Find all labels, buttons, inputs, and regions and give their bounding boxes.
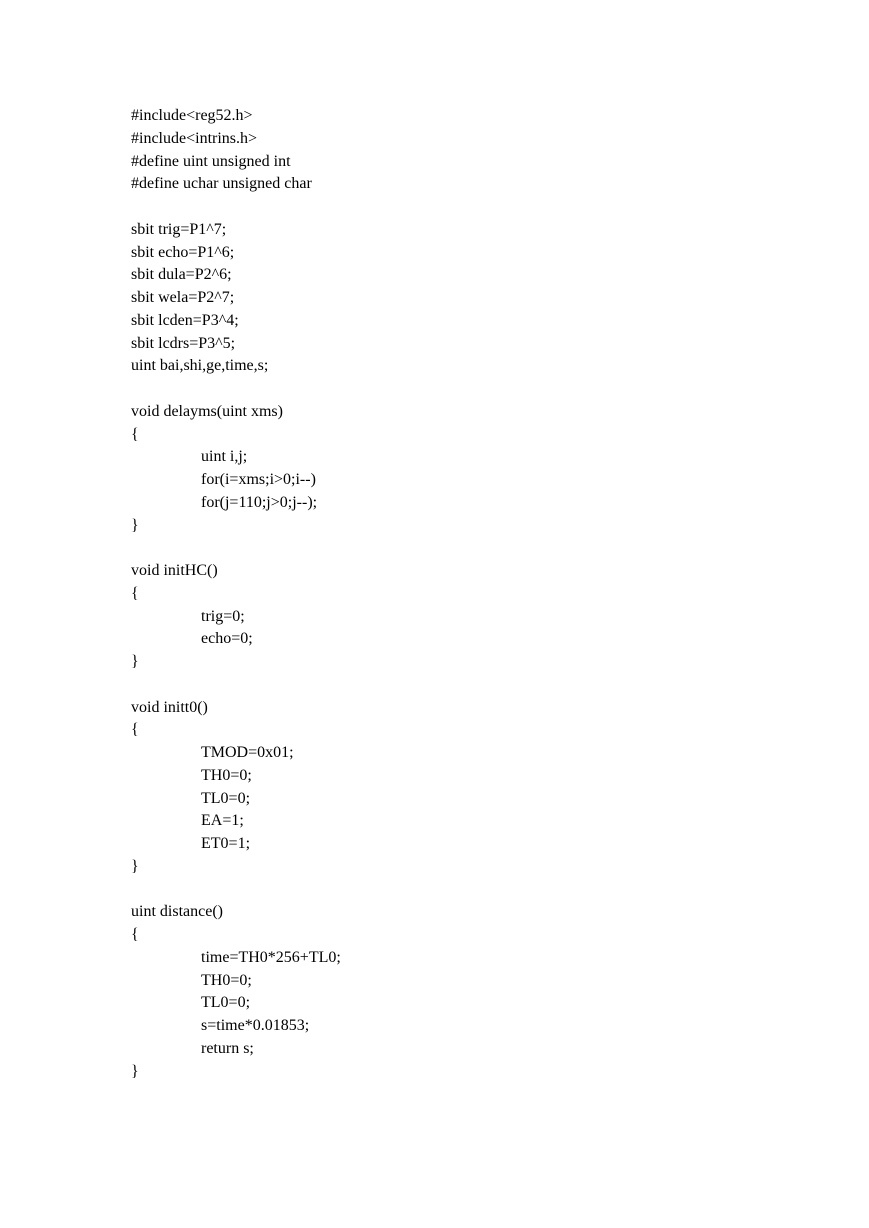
code-line: { <box>131 926 139 943</box>
code-line: for(j=110;j>0;j--); <box>201 493 318 511</box>
code-line: TMOD=0x01; <box>201 744 294 761</box>
blank-line <box>131 674 831 697</box>
code-line: sbit wela=P2^7; <box>131 289 235 306</box>
code-listing <box>131 105 831 1083</box>
code-line: s=time*0.01853; <box>201 1017 310 1034</box>
code-line: uint bai,shi,ge,time,s; <box>131 357 269 375</box>
blank-line <box>131 537 831 560</box>
code-line: TH0=0; <box>201 971 252 989</box>
code-line: ET0=1; <box>201 835 251 852</box>
blank-line <box>131 378 831 401</box>
code-line: time=TH0*256+TL0; <box>201 948 341 966</box>
code-line: sbit trig=P1^7; <box>131 220 227 238</box>
code-line: uint distance() <box>131 903 223 921</box>
code-line: sbit dula=P2^6; <box>131 266 232 284</box>
code-line: } <box>131 516 139 534</box>
code-line: TL0=0; <box>201 789 251 807</box>
code-line: for(i=xms;i>0;i--) <box>201 471 316 488</box>
code-line: #include<intrins.h> <box>131 129 258 147</box>
code-line: void initHC() <box>131 562 218 579</box>
code-line: void delayms(uint xms) <box>131 402 283 420</box>
blank-line <box>131 196 831 219</box>
code-line: trig=0; <box>201 607 245 625</box>
code-line: echo=0; <box>201 630 253 648</box>
code-line: { <box>131 721 139 739</box>
code-line: } <box>131 1062 139 1080</box>
code-line: sbit lcden=P3^4; <box>131 311 239 329</box>
code-line: #include<reg52.h> <box>131 107 253 124</box>
code-line: } <box>131 857 139 875</box>
code-line: sbit echo=P1^6; <box>131 243 235 261</box>
code-line: TL0=0; <box>201 994 251 1012</box>
code-line: { <box>131 584 139 602</box>
code-line: void initt0() <box>131 698 208 716</box>
code-line: #define uint unsigned int <box>131 152 291 170</box>
code-line: return s; <box>201 1039 254 1057</box>
code-line: TH0=0; <box>201 766 252 784</box>
blank-line <box>131 879 831 902</box>
code-line: EA=1; <box>201 812 244 830</box>
code-line: { <box>131 425 139 443</box>
code-line: #define uchar unsigned char <box>131 175 312 193</box>
code-line: } <box>131 653 139 670</box>
code-line: sbit lcdrs=P3^5; <box>131 334 236 352</box>
code-line: uint i,j; <box>201 448 248 466</box>
